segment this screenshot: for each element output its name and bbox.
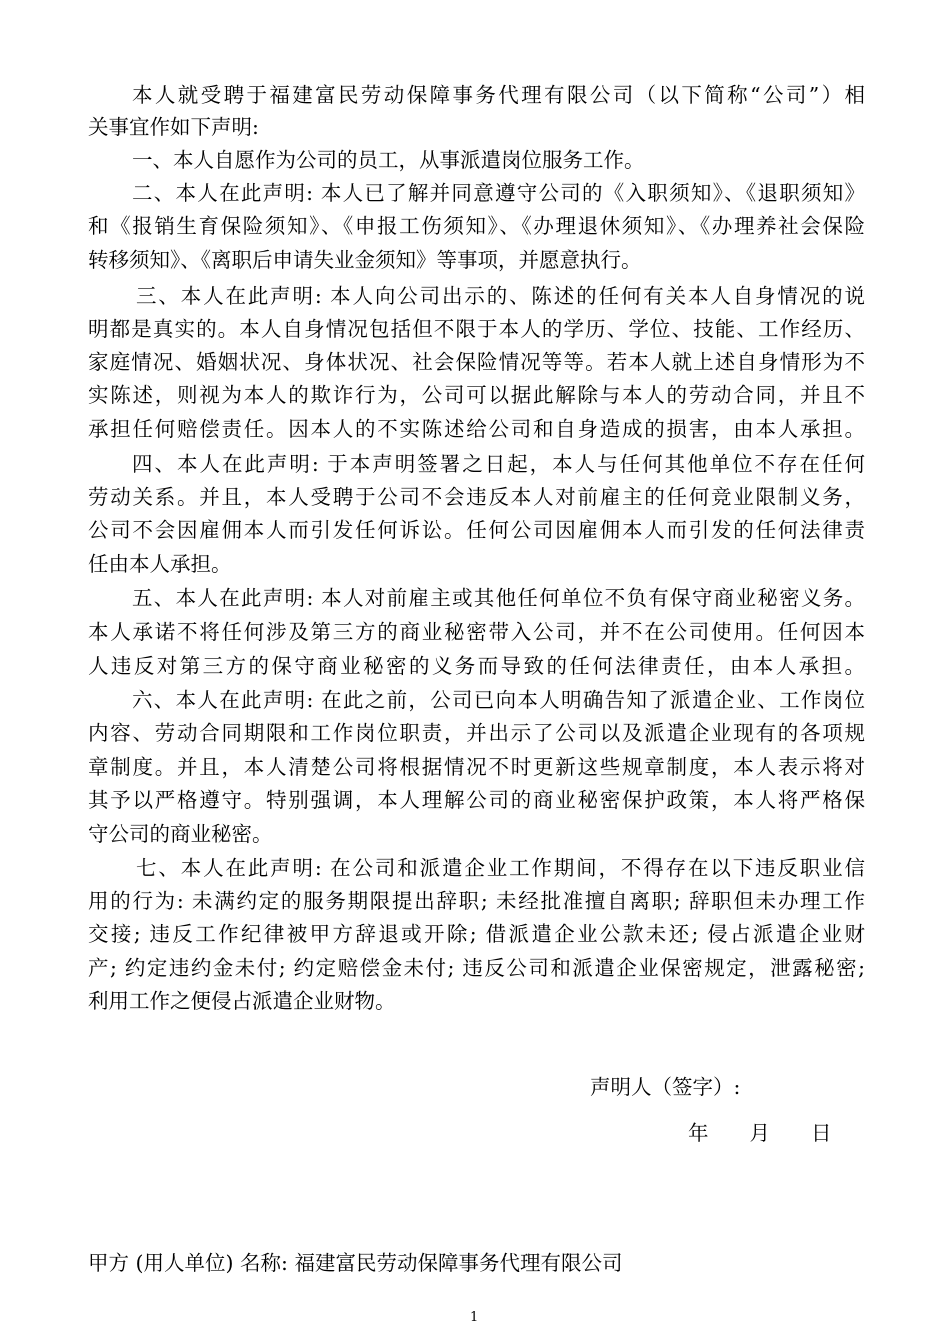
text-line: 二、本人在此声明: 本人已了解并同意遵守公司的《入职须知》、《退职须知》 — [132, 181, 865, 205]
text-line: 关事宜作如下声明: — [88, 115, 259, 139]
text-line: 七、本人在此声明: 在公司和派遣企业工作期间，不得存在以下违反职业信 — [136, 856, 865, 880]
text-line: 利用工作之便侵占派遣企业财物。 — [88, 989, 396, 1013]
text-line: 五、本人在此声明: 本人对前雇主或其他任何单位不负有保守商业秘密义务。 — [132, 586, 865, 610]
text-line: 和《报销生育保险须知》、《申报工伤须知》、《办理退休须知》、《办理养社会保险 — [88, 214, 865, 238]
text-line: 任由本人承担。 — [88, 552, 232, 576]
text-line: 劳动关系。并且，本人受聘于公司不会违反本人对前雇主的任何竞业限制义务， — [88, 485, 865, 509]
text-line: 三、本人在此声明: 本人向公司出示的、陈述的任何有关本人自身情况的说 — [136, 284, 865, 308]
text-line: 产; 约定违约金未付; 约定赔偿金未付; 违反公司和派遣企业保密规定，泄露秘密; — [88, 956, 865, 980]
text-line: 守公司的商业秘密。 — [88, 822, 273, 846]
text-line: 四、本人在此声明: 于本声明签署之日起，本人与任何其他单位不存在任何 — [132, 452, 865, 476]
party-a-name: 甲方 (用人单位) 名称: 福建富民劳动保障事务代理有限公司 — [88, 1251, 623, 1275]
text-line: 内容、劳动合同期限和工作岗位职责，并出示了公司以及派遣企业现有的各项规 — [88, 721, 865, 745]
text-line: 实陈述，则视为本人的欺诈行为，公司可以据此解除与本人的劳动合同，并且不 — [88, 383, 865, 407]
text-line: 用的行为: 未满约定的服务期限提出辞职; 未经批准擅自离职; 辞职但未办理工作 — [88, 889, 865, 913]
text-line: 本人就受聘于福建富民劳动保障事务代理有限公司（以下简称“公司”）相 — [132, 83, 865, 107]
text-line: 其予以严格遵守。特别强调，本人理解公司的商业秘密保护政策，本人将严格保 — [88, 788, 865, 812]
text-line: 转移须知》、《离职后申请失业金须知》等事项，并愿意执行。 — [88, 248, 642, 272]
text-line: 承担任何赔偿责任。因本人的不实陈述给公司和自身造成的损害，由本人承担。 — [88, 417, 865, 441]
text-line: 人违反对第三方的保守商业秘密的义务而导致的任何法律责任，由本人承担。 — [88, 654, 865, 678]
text-line: 家庭情况、婚姻状况、身体状况、社会保险情况等等。若本人就上述自身情形为不 — [88, 350, 865, 374]
page-number: 1 — [470, 1310, 479, 1325]
signature-label: 声明人（签字）: — [590, 1075, 741, 1099]
text-line: 公司不会因雇佣本人而引发任何诉讼。任何公司因雇佣本人而引发的任何法律责 — [88, 518, 865, 542]
text-line: 明都是真实的。本人自身情况包括但不限于本人的学历、学位、技能、工作经历、 — [88, 317, 865, 341]
signature-date: 年 月 日 — [688, 1121, 832, 1145]
text-line: 六、本人在此声明: 在此之前，公司已向本人明确告知了派遣企业、工作岗位 — [132, 688, 865, 712]
text-line: 章制度。并且，本人清楚公司将根据情况不时更新这些规章制度，本人表示将对 — [88, 755, 865, 779]
text-line: 一、本人自愿作为公司的员工，从事派遣岗位服务工作。 — [132, 148, 645, 172]
text-line: 本人承诺不将任何涉及第三方的商业秘密带入公司，并不在公司使用。任何因本 — [88, 620, 865, 644]
text-line: 交接; 违反工作纪律被甲方辞退或开除; 借派遣企业公款未还; 侵占派遣企业财 — [88, 922, 865, 946]
